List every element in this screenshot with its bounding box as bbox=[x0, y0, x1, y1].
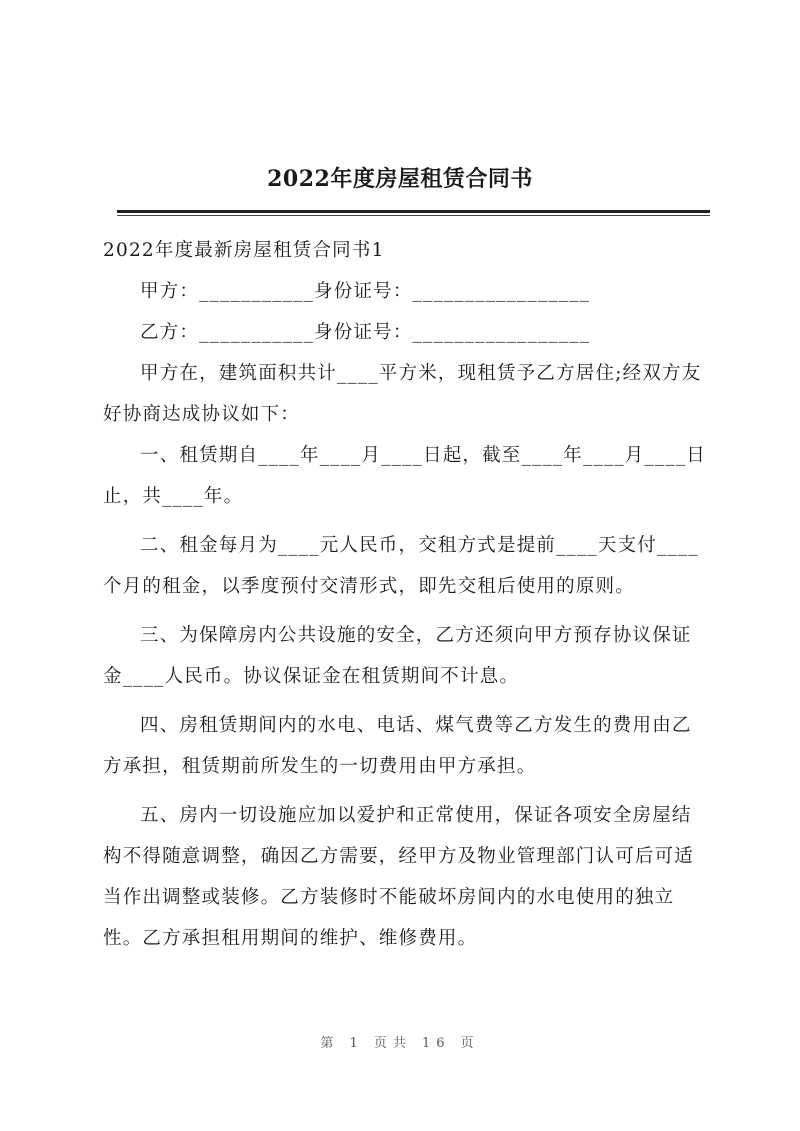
document-title: 2022年度房屋租赁合同书 bbox=[267, 166, 533, 192]
party-b-line: 乙方：___________身份证号：_________________ bbox=[140, 322, 591, 343]
clause-5-facilities: 五、房内一切设施应加以爱护和正常使用，保证各项安全房屋结构不得随意调整，确因乙方需要，经甲方及物业管理部门认可后可适当作出调整或装修。乙方装修时不能破坏房间内的水电使用的独立性。乙方承担租用期间的维护、维修费用。 bbox=[103, 805, 695, 949]
title-rule-thick bbox=[117, 210, 710, 213]
page-number-footer: 第 1 页共 16 页 bbox=[320, 1036, 480, 1051]
title-rule-thin bbox=[117, 215, 710, 216]
intro-paragraph: 甲方在，建筑面积共计____平方米，现租赁予乙方居住;经双方友好协商达成协议如下： bbox=[103, 363, 702, 425]
clause-3-deposit: 三、为保障房内公共设施的安全，乙方还须向甲方预存协议保证金____人民币。协议保证金在租赁期间不计息。 bbox=[103, 625, 692, 687]
party-a-line: 甲方：___________身份证号：_________________ bbox=[140, 281, 591, 302]
clause-4-utilities: 四、房租赁期间内的水电、电话、煤气费等乙方发生的费用由乙方承担，租赁期前所发生的一切费用由甲方承担。 bbox=[103, 715, 692, 777]
document-body bbox=[103, 230, 711, 959]
clause-1-lease-term: 一、租赁期自____年____月____日起，截至____年____月____日止，共____年。 bbox=[103, 445, 707, 507]
clause-2-rent: 二、租金每月为____元人民币，交租方式是提前____天支付____个月的租金，以季度预付交清形式，即先交租后使用的原则。 bbox=[103, 535, 699, 597]
subtitle-line: 2022年度最新房屋租赁合同书1 bbox=[103, 240, 385, 261]
